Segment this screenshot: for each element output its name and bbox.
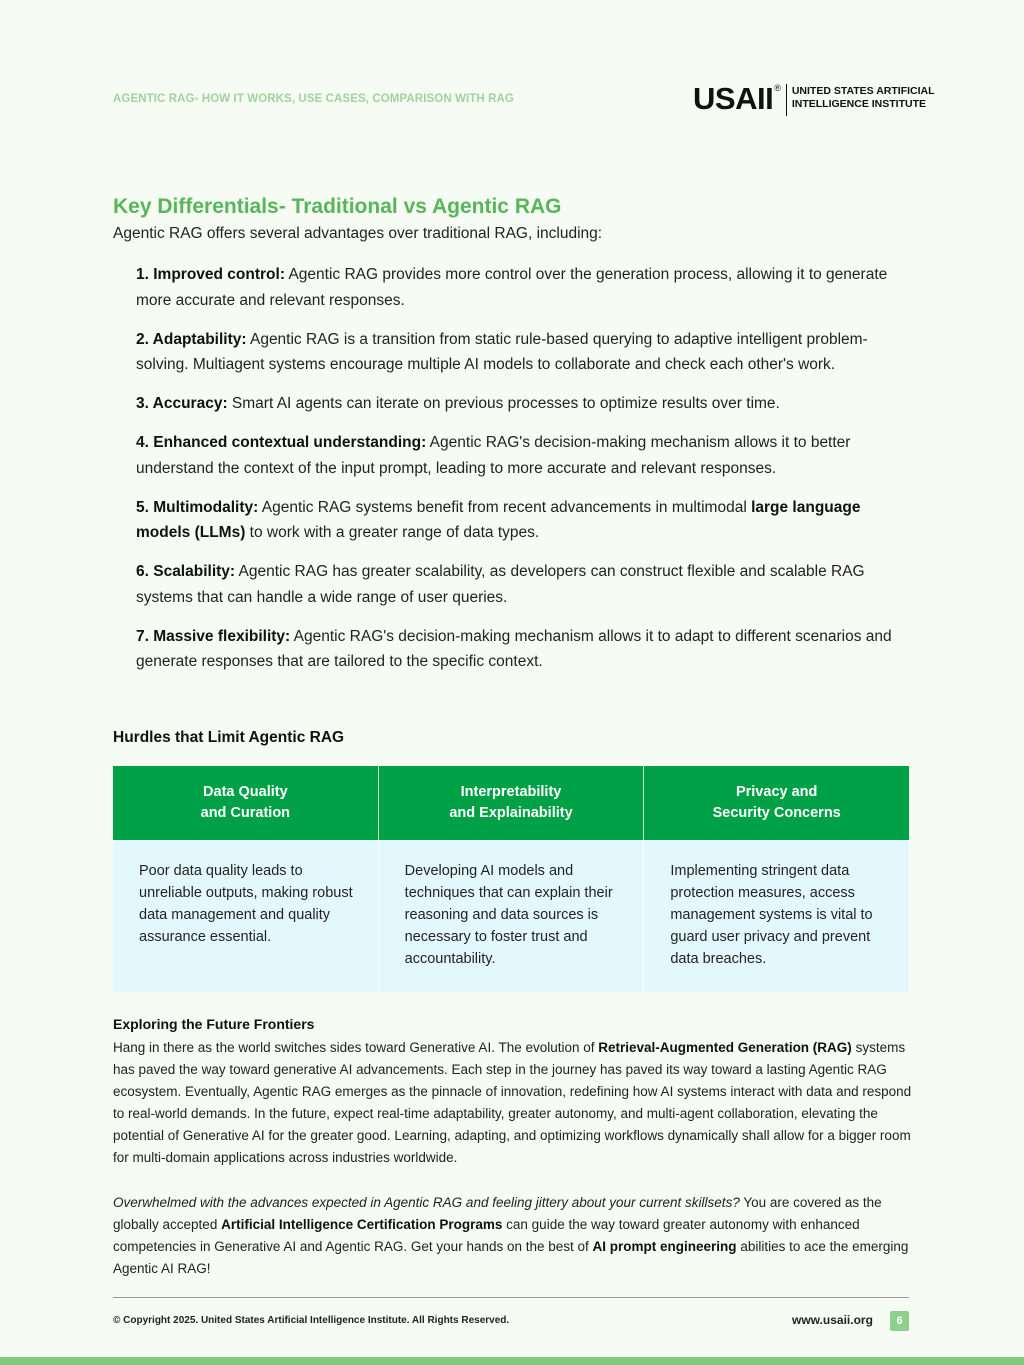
- header-line: Privacy and: [735, 784, 818, 800]
- header-title: AGENTIC RAG- HOW IT WORKS, USE CASES, COMPARISON WITH RAG: [113, 93, 514, 105]
- table-header-cell: [379, 766, 645, 840]
- footer-rule: [113, 1297, 909, 1298]
- section-intro: Agentic RAG offers several advantages over traditional RAG, including:: [113, 225, 603, 242]
- list-item-text: Agentic RAG's decision-making mechanism allows it to adapt to different scenarios and generate responses that are tailored to the specific context.: [136, 627, 892, 670]
- page-number: 6: [890, 1311, 909, 1331]
- list-item-label: 6. Scalability:: [136, 563, 236, 580]
- header-line: and Explainability: [449, 805, 573, 821]
- logo-text-line2: INTELLIGENCE INSTITUTE: [791, 98, 926, 110]
- table-cell: Implementing stringent data protection measures, access management systems is vital to guard user privacy and prevent data breaches.: [670, 863, 873, 967]
- logo-divider: [786, 84, 787, 116]
- llm-link-text[interactable]: large language models (LLMs): [136, 498, 861, 541]
- italic-question: Overwhelmed with the advances expected in Agentic RAG and feeling jittery about your current skillsets?: [113, 1195, 740, 1210]
- list-item-label: 4. Enhanced contextual understanding:: [136, 434, 427, 451]
- logo-text: [792, 85, 935, 111]
- bottom-bar: [0, 1357, 1024, 1365]
- usaii-logo: [693, 82, 935, 116]
- logo-registered-mark: ®: [774, 83, 781, 93]
- list-item: [136, 624, 916, 675]
- list-item-label: 7. Massive flexibility:: [136, 627, 291, 645]
- header-line: Data Quality: [203, 784, 288, 800]
- table-cell: Poor data quality leads to unreliable outputs, making robust data management and quality assurance essential.: [113, 840, 379, 992]
- paragraph-text: can guide the way toward greater autonomy with enhanced competencies in Generative AI and Agentic RAG. Get your hands on the best of: [113, 1217, 860, 1254]
- table-header-cell: [113, 766, 379, 840]
- list-item-text: Agentic RAG's decision-making mechanism allows it to better understand the context of the input prompt, leading to more accurate and relevant responses.: [136, 434, 851, 477]
- list-item-text: Agentic RAG is a transition from static rule-based querying to adaptive intelligent problem-solving. Multiagent systems encourage multiple AI models to collaborate and check each other's work.: [136, 330, 868, 373]
- table-cell: Developing AI models and techniques that can explain their reasoning and data sources is necessary to foster trust and accountability.: [379, 840, 645, 992]
- list-item: [136, 495, 916, 546]
- hurdles-table: [113, 766, 909, 992]
- list-item-text: Agentic RAG has greater scalability, as developers can construct flexible and scalable RAG systems that can handle a wide range of user queries.: [136, 563, 865, 606]
- paragraph-text: systems has paved the way toward generative AI advancements. Each step in the journey has paved its way toward a lasting Agentic RAG ecosystem. Eventually, Agentic RAG emerges as the pinnacle of innovation, redefining how AI systems interact with data and respond to real-world demands. In the future, expect real-time adaptability, greater autonomy, and multi-agent collaboration, elevating the potential of Generative AI for the greater good. Learning, adapting, and optimizing workflows dynamically shall allow for a bigger room for multi-domain applications across industries worldwide.: [113, 1040, 912, 1165]
- list-item-text: to work with a greater range of data types.: [245, 524, 540, 541]
- advantages-list: [136, 262, 916, 688]
- list-item-text: Smart AI agents can iterate on previous processes to optimize results over time.: [227, 395, 780, 412]
- list-item-label: 2. Adaptability:: [136, 330, 247, 348]
- outro-paragraph: [113, 1192, 913, 1280]
- table-body-row: [113, 840, 909, 992]
- paragraph-text: abilities to ace the emerging Agentic AI RAG!: [113, 1239, 909, 1276]
- future-paragraph: [113, 1037, 913, 1169]
- list-item: [136, 391, 916, 417]
- certification-link-text[interactable]: Artificial Intelligence Certification Programs: [221, 1217, 503, 1232]
- list-item: [136, 430, 916, 481]
- prompt-engineering-link-text[interactable]: AI prompt engineering: [592, 1239, 737, 1254]
- section-title: Key Differentials- Traditional vs Agentic RAG: [113, 195, 562, 218]
- future-title: Exploring the Future Frontiers: [113, 1016, 315, 1032]
- list-item-label: 3. Accuracy:: [136, 395, 228, 412]
- header-line: and Curation: [200, 805, 291, 821]
- table-header-row: [113, 766, 909, 840]
- list-item-text: Agentic RAG systems benefit from recent advancements in multimodal: [258, 498, 752, 516]
- header-line: Security Concerns: [712, 805, 841, 821]
- paragraph-text: Hang in there as the world switches sides toward Generative AI. The evolution of: [113, 1040, 599, 1055]
- hurdles-title: Hurdles that Limit Agentic RAG: [113, 729, 345, 746]
- logo-text-line1: UNITED STATES ARTIFICIAL: [791, 85, 935, 97]
- header-line: Interpretability: [460, 784, 562, 800]
- paragraph-text: You are covered as the globally accepted: [113, 1195, 882, 1232]
- list-item-label: 5. Multimodality:: [136, 498, 259, 516]
- logo-mark: USAII: [693, 81, 774, 116]
- list-item-label: 1. Improved control:: [136, 266, 285, 283]
- list-item: [136, 262, 916, 313]
- table-header-cell: [644, 766, 909, 840]
- rag-link-text[interactable]: Retrieval-Augmented Generation (RAG): [598, 1040, 852, 1055]
- website-link[interactable]: www.usaii.org: [792, 1313, 873, 1327]
- list-item-text: Agentic RAG provides more control over the generation process, allowing it to generate more accurate and relevant responses.: [136, 266, 888, 309]
- copyright-text: © Copyright 2025. United States Artificial Intelligence Institute. All Rights Reserved.: [113, 1315, 510, 1326]
- list-item: [136, 327, 916, 378]
- list-item: [136, 559, 916, 610]
